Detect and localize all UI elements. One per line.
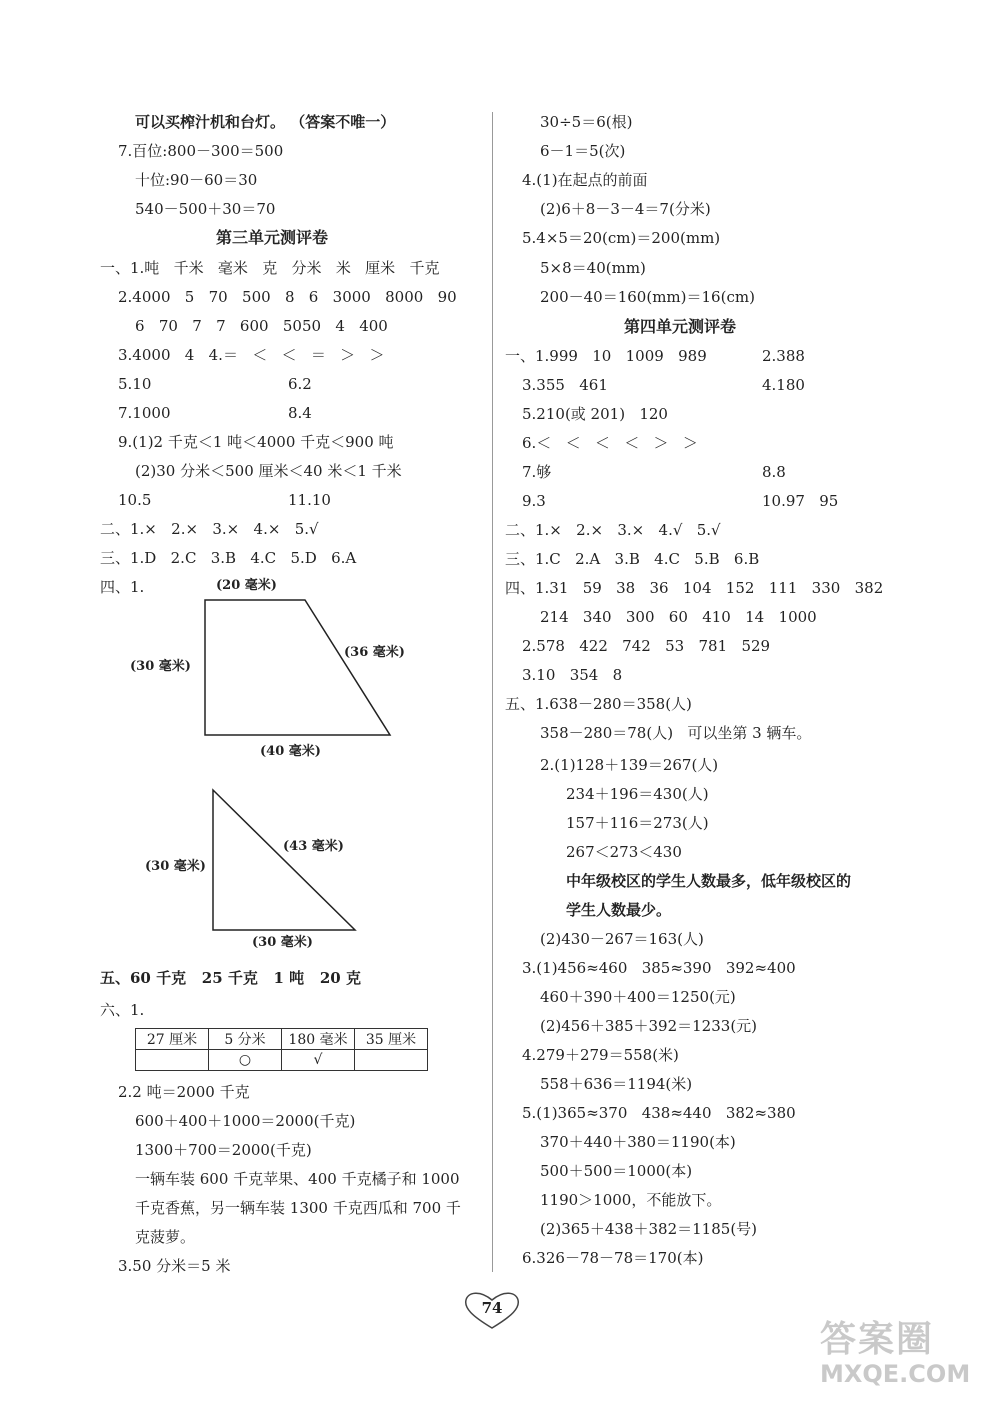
answer-line: 5×8＝40(mm) [540, 259, 646, 277]
answer-line: 3.355 461 [522, 376, 608, 394]
table-cell: 35 厘米 [355, 1029, 428, 1050]
answer-line: 500＋500＝1000(本) [540, 1162, 693, 1180]
answer-line: 克菠萝。 [135, 1228, 196, 1246]
answer-line: 一辆车装 600 千克苹果、400 千克橘子和 1000 [135, 1170, 460, 1188]
answer-line: 10.97 95 [762, 492, 839, 510]
answer-line: 10.5 [118, 491, 152, 509]
answer-line: 214 340 300 60 410 14 1000 [540, 608, 817, 626]
answer-line: 6.＜ ＜ ＜ ＜ ＞ ＞ [522, 434, 698, 452]
answer-line: 2.388 [762, 347, 805, 365]
triangle-figure [205, 785, 365, 935]
answer-line: 学生人数最少。 [566, 901, 672, 919]
answer-line: 2.578 422 742 53 781 529 [522, 637, 771, 655]
answer-line: 234＋196＝430(人) [566, 785, 709, 803]
column-divider [492, 112, 493, 1272]
answer-line: 四、1.31 59 38 36 104 152 111 330 382 [505, 579, 884, 597]
answer-line: 9.(1)2 千克＜1 吨＜4000 千克＜900 吨 [118, 433, 394, 451]
answer-line: 6－1＝5(次) [540, 142, 626, 160]
answer-line: 2.(1)128＋139＝267(人) [540, 756, 719, 774]
answer-line: 六、1. [100, 1001, 145, 1019]
triangle-left-label: (30 毫米) [145, 859, 206, 874]
answer-line: 二、1.× 2.× 3.× 4.× 5.√ [100, 520, 319, 538]
answer-line: 十位:90－60＝30 [135, 171, 258, 189]
table-cell: 5 分米 [209, 1029, 282, 1050]
answer-line: (2)30 分米＜500 厘米＜40 米＜1 千米 [135, 462, 402, 480]
answer-line: (2)430－267＝163(人) [540, 930, 704, 948]
answer-line: 11.10 [288, 491, 331, 509]
answer-line: 7.够 [522, 463, 552, 481]
answer-line: 540－500＋30＝70 [135, 200, 276, 218]
answer-line: 四、1. [100, 578, 145, 596]
watermark-title: 答案圈 [820, 1319, 935, 1360]
page-number-text: 74 [481, 1299, 503, 1317]
trapezoid-figure [195, 595, 395, 740]
page-number [462, 1290, 522, 1330]
answer-line: 4.279＋279＝558(米) [522, 1046, 679, 1064]
table-row [136, 1029, 428, 1050]
answer-line: (2)365＋438＋382＝1185(号) [540, 1220, 758, 1238]
answer-line: 558＋636＝1194(米) [540, 1075, 693, 1093]
answer-line: 460＋390＋400＝1250(元) [540, 988, 736, 1006]
answer-line: 一、1.吨 千米 毫米 克 分米 米 厘米 千克 [100, 259, 440, 277]
answer-line: 5.10 [118, 375, 152, 393]
trapezoid-bottom-label: (40 毫米) [260, 744, 321, 759]
answer-line: 8.4 [288, 404, 312, 422]
answer-line: 200－40＝160(mm)＝16(cm) [540, 288, 755, 306]
table-cell: √ [282, 1050, 355, 1071]
answer-table [135, 1028, 428, 1071]
answer-line: 5.(1)365≈370 438≈440 382≈380 [522, 1104, 796, 1122]
answer-line: 3.4000 4 4.＝ ＜ ＜ ＝ ＞ ＞ [118, 346, 385, 364]
answer-line: 5.210(或 201) 120 [522, 405, 668, 423]
answer-line: 二、1.× 2.× 3.× 4.√ 5.√ [505, 521, 721, 539]
table-cell: ○ [209, 1050, 282, 1071]
answer-line: 5.4×5＝20(cm)＝200(mm) [522, 229, 721, 247]
answer-line: 157＋116＝273(人) [566, 814, 709, 832]
answer-line: 30÷5＝6(根) [540, 113, 633, 131]
table-cell: 180 毫米 [282, 1029, 355, 1050]
answer-line: 600＋400＋1000＝2000(千克) [135, 1112, 356, 1130]
answer-line: 3.10 354 8 [522, 666, 623, 684]
answer-line: 三、1.C 2.A 3.B 4.C 5.B 6.B [505, 550, 760, 568]
answer-line: 中年级校区的学生人数最多，低年级校区的 [566, 872, 852, 890]
answer-line: 358－280＝78(人) 可以坐第 3 辆车。 [540, 724, 812, 742]
table-cell [355, 1050, 428, 1071]
triangle-hypotenuse-label: (43 毫米) [283, 839, 344, 854]
answer-line: (2)456＋385＋392＝1233(元) [540, 1017, 758, 1035]
answer-line: 4.180 [762, 376, 805, 394]
answer-line: 3.(1)456≈460 385≈390 392≈400 [522, 959, 796, 977]
answer-line: 2.2 吨＝2000 千克 [118, 1083, 250, 1101]
answer-line: 五、60 千克 25 千克 1 吨 20 克 [100, 969, 361, 987]
answer-line: 8.8 [762, 463, 786, 481]
trapezoid-left-label: (30 毫米) [130, 659, 191, 674]
answer-line: 267＜273＜430 [566, 843, 682, 861]
answer-line: 6 70 7 7 600 5050 4 400 [135, 317, 388, 335]
answer-line: 3.50 分米＝5 米 [118, 1257, 231, 1275]
section-title-unit4: 第四单元测评卷 [624, 317, 737, 336]
trapezoid-right-label: (36 毫米) [344, 645, 405, 660]
answer-line: 370＋440＋380＝1190(本) [540, 1133, 736, 1151]
answer-line: 1190＞1000，不能放下。 [540, 1191, 722, 1209]
answer-line: 1300＋700＝2000(千克) [135, 1141, 312, 1159]
section-title-unit3: 第三单元测评卷 [216, 228, 329, 247]
triangle-bottom-label: (30 毫米) [252, 935, 313, 950]
table-cell [136, 1050, 209, 1071]
table-row [136, 1050, 428, 1071]
watermark-url: MXQE.COM [820, 1360, 971, 1388]
answer-line: 千克香蕉，另一辆车装 1300 千克西瓜和 700 千 [135, 1199, 461, 1217]
answer-line: 7.1000 [118, 404, 171, 422]
answer-line: 可以买榨汁机和台灯。 （答案不唯一） [135, 113, 396, 131]
answer-line: 2.4000 5 70 500 8 6 3000 8000 90 [118, 288, 457, 306]
trapezoid-top-label: (20 毫米) [216, 578, 277, 593]
answer-line: 7.百位:800－300＝500 [118, 142, 284, 160]
watermark [820, 1320, 990, 1390]
answer-line: 五、1.638－280＝358(人) [505, 695, 692, 713]
answer-line: 6.326－78－78＝170(本) [522, 1249, 704, 1267]
answer-line: 9.3 [522, 492, 546, 510]
answer-line: 4.(1)在起点的前面 [522, 171, 648, 189]
answer-line: 6.2 [288, 375, 312, 393]
table-cell: 27 厘米 [136, 1029, 209, 1050]
answer-line: (2)6＋8－3－4＝7(分米) [540, 200, 711, 218]
answer-line: 一、1.999 10 1009 989 [505, 347, 707, 365]
answer-line: 三、1.D 2.C 3.B 4.C 5.D 6.A [100, 549, 357, 567]
